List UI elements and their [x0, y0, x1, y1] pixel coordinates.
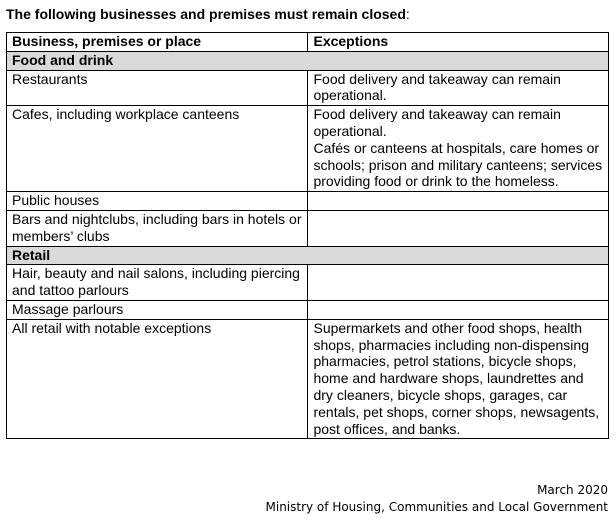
section-title: Retail [7, 246, 609, 265]
publisher-name: Ministry of Housing, Communities and Local Government [265, 500, 608, 514]
business-cell: All retail with notable exceptions [7, 319, 308, 439]
business-cell: Restaurants [7, 70, 308, 106]
column-header-exceptions: Exceptions [308, 33, 609, 52]
closures-table [6, 32, 609, 439]
exceptions-cell [308, 192, 609, 211]
business-cell: Public houses [7, 192, 308, 211]
publication-date: March 2020 [537, 483, 608, 497]
table-header-row [7, 33, 609, 52]
table-row [7, 210, 609, 246]
exceptions-cell [308, 265, 609, 301]
section-row-retail [7, 246, 609, 265]
business-cell: Massage parlours [7, 300, 308, 319]
exception-text: Cafés or canteens at hospitals, care homes or schools; prison and military canteens; services providing food or drink to the homeless. [313, 139, 603, 190]
table-row [7, 319, 609, 439]
table-row [7, 192, 609, 211]
exception-text: Food delivery and takeaway can remain operational. [313, 70, 561, 104]
table-row [7, 300, 609, 319]
table-row [7, 70, 609, 106]
table-row [7, 265, 609, 301]
business-cell: Bars and nightclubs, including bars in hotels or members’ clubs [7, 210, 308, 246]
section-title: Food and drink [7, 51, 609, 70]
heading-colon: : [405, 6, 410, 22]
exceptions-cell [308, 106, 609, 192]
exceptions-cell [308, 319, 609, 439]
exception-text: Supermarkets and other food shops, health shops, pharmacies including non-dispensing pharmacies, petrol stations, bicycle shops, home and hardware shops, laundrettes and dry cleaners, bicycle shops, garages, car rentals, pet shops, corner shops, newsagents, post offices, and banks. [313, 319, 600, 437]
exceptions-cell [308, 300, 609, 319]
business-cell: Hair, beauty and nail salons, including piercing and tattoo parlours [7, 265, 308, 301]
page-heading [6, 6, 410, 23]
exception-text: Food delivery and takeaway can remain operational. [313, 106, 561, 139]
exceptions-cell [308, 210, 609, 246]
section-row-food-and-drink [7, 51, 609, 70]
heading-text: The following businesses and premises must remain closed [6, 6, 406, 22]
column-header-business: Business, premises or place [7, 33, 308, 52]
table-row [7, 106, 609, 192]
exceptions-cell [308, 70, 609, 106]
business-cell: Cafes, including workplace canteens [7, 106, 308, 192]
